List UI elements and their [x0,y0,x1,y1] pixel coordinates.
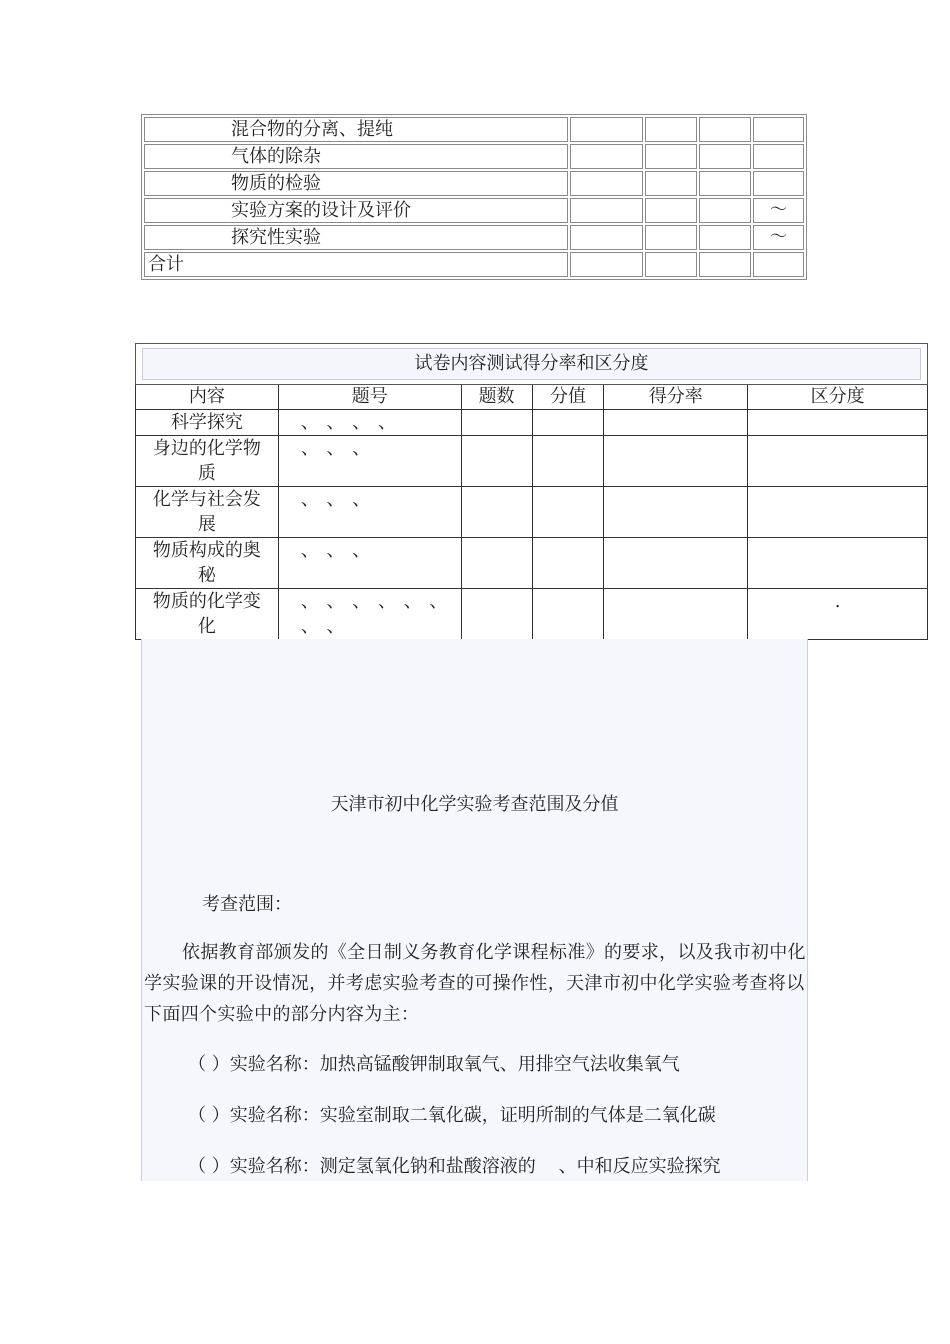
value-cell [645,144,697,169]
total-row [144,252,804,277]
value-cell [645,117,697,142]
table-row [144,171,804,196]
value-cell [753,252,804,277]
count-cell [461,538,532,589]
question-numbers-cell: 、 、 、 、 [278,410,461,436]
intro-paragraph: 依据教育部颁发的《全日制义务教育化学课程标准》的要求，以及我市初中化学实验课的开设情况，并考虑实验考查的可操作性，天津市初中化学实验考查将以下面四个实验中的部分内容为主： [144,942,806,1025]
topic-cell: 物质的检验 [144,171,568,196]
document-panel [141,639,808,1181]
count-cell [461,589,532,640]
column-header: 题数 [461,385,532,410]
content-cell: 科学探究 [136,410,279,436]
experiment-item: （ ）实验名称：加热高锰酸钾制取氧气、用排空气法收集氧气 [188,1054,680,1075]
value-cell [570,198,643,223]
value-cell [699,171,751,196]
range-cell [753,144,804,169]
score-table-top [141,114,807,280]
count-cell [461,436,532,487]
column-header: 区分度 [748,385,928,410]
score-cell [532,538,604,589]
range-cell [753,171,804,196]
value-cell [645,198,697,223]
rate-cell [604,538,748,589]
score-cell [532,487,604,538]
topic-cell: 混合物的分离、提纯 [144,117,568,142]
discrimination-cell [748,538,928,589]
experiment-item: （ ）实验名称：测定氢氧化钠和盐酸溶液的 、中和反应实验探究 [188,1156,721,1177]
range-cell [753,117,804,142]
score-cell [532,436,604,487]
topic-cell: 实验方案的设计及评价 [144,198,568,223]
table-row [144,117,804,142]
score-cell [532,589,604,640]
rate-cell [604,589,748,640]
value-cell [699,198,751,223]
topic-cell: 气体的除杂 [144,144,568,169]
score-rate-table [135,343,928,640]
discrimination-cell [748,410,928,436]
rate-cell [604,436,748,487]
column-header: 分值 [532,385,604,410]
total-label: 合计 [144,252,568,277]
content-cell: 化学与社会发展 [136,487,279,538]
column-header: 题号 [278,385,461,410]
value-cell [699,225,751,250]
document-title: 天津市初中化学实验考查范围及分值 [330,794,619,815]
table-row [136,436,928,487]
content-cell: 物质构成的奥秘 [136,538,279,589]
topic-cell: 探究性实验 [144,225,568,250]
experiment-item: （ ）实验名称：实验室制取二氧化碳，证明所制的气体是二氧化碳 [188,1105,716,1126]
question-numbers-cell: 、 、 、 [278,487,461,538]
value-cell [570,225,643,250]
value-cell [699,144,751,169]
value-cell [570,117,643,142]
rate-cell [604,487,748,538]
value-cell [699,117,751,142]
question-numbers-cell: 、 、 、 [278,436,461,487]
table-row [144,144,804,169]
value-cell [699,252,751,277]
table-row [144,225,804,250]
value-cell [570,144,643,169]
column-header: 内容 [136,385,279,410]
table-caption-row [136,344,928,385]
value-cell [570,252,643,277]
table-header-row [136,385,928,410]
range-cell: ～ [753,198,804,223]
question-numbers-cell: 、 、 、 [278,538,461,589]
discrimination-cell [748,487,928,538]
count-cell [461,487,532,538]
scope-label: 考查范围： [202,894,292,915]
content-cell: 物质的化学变化 [136,589,279,640]
range-cell: ～ [753,225,804,250]
table-caption: 试卷内容测试得分率和区分度 [142,348,921,380]
discrimination-cell [748,436,928,487]
value-cell [570,171,643,196]
value-cell [645,225,697,250]
content-cell: 身边的化学物质 [136,436,279,487]
value-cell [645,171,697,196]
score-cell [532,410,604,436]
rate-cell [604,410,748,436]
count-cell [461,410,532,436]
table-row [136,410,928,436]
column-header: 得分率 [604,385,748,410]
table-row [136,487,928,538]
question-numbers-cell: 、 、 、 、 、 、 、 、 [278,589,461,640]
discrimination-cell: . [748,589,928,640]
table-row [136,589,928,640]
table-row [136,538,928,589]
value-cell [645,252,697,277]
table-row [144,198,804,223]
